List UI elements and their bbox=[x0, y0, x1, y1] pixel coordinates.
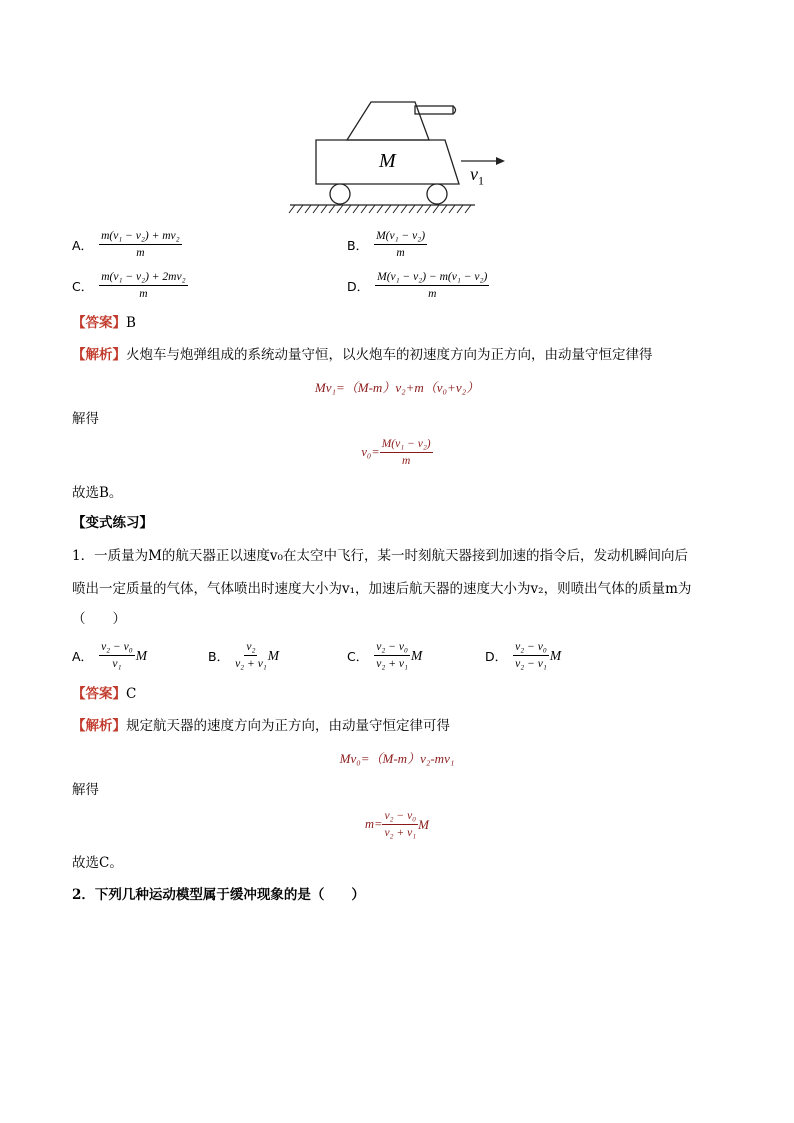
result-tail: M bbox=[418, 816, 430, 832]
numerator: v₂ − v₀ bbox=[382, 809, 418, 825]
option-tail: M bbox=[267, 647, 280, 663]
denominator: v₂ + v₁ bbox=[384, 827, 417, 839]
solve-label-2: 解得 bbox=[72, 782, 99, 798]
option-letter: A． bbox=[72, 237, 94, 253]
question-1-line-1: 1．一质量为M的航天器正以速度v₀在太空中飞行，某一时刻航天器接到加速的指令后，发动机瞬间向后 bbox=[72, 548, 688, 564]
option-fraction bbox=[99, 270, 187, 301]
analysis-label: 【解析】 bbox=[72, 718, 126, 734]
result-1 bbox=[0, 437, 794, 468]
q1-option-b bbox=[208, 640, 279, 671]
numerator: v₂ bbox=[244, 640, 257, 656]
answer-value: B bbox=[126, 315, 136, 331]
numerator: M(v₁ − v₂) − m(v₁ − v₂) bbox=[375, 270, 489, 286]
answer-2 bbox=[72, 684, 136, 704]
result-fraction bbox=[380, 437, 433, 468]
answer-1 bbox=[72, 313, 136, 333]
option-tail: M bbox=[135, 647, 148, 663]
denominator: v₁ bbox=[112, 658, 122, 670]
question-1-line-2: 喷出一定质量的气体，气体喷出时速度大小为v₁，加速后航天器的速度大小为v₂，则喷出气体的质量m为 bbox=[72, 581, 692, 597]
option-fraction bbox=[513, 640, 549, 671]
option-letter: B． bbox=[347, 237, 369, 253]
answer-label: 【答案】 bbox=[72, 686, 126, 702]
numerator: m(v₁ − v₂) + mv₂ bbox=[99, 229, 182, 245]
denominator: m bbox=[402, 455, 411, 467]
denominator: m bbox=[139, 288, 148, 300]
analysis-label: 【解析】 bbox=[72, 347, 126, 363]
q1-option-c bbox=[347, 640, 422, 671]
result-lhs: v₀= bbox=[361, 445, 380, 459]
answer-label: 【答案】 bbox=[72, 315, 126, 331]
analysis-text: 火炮车与炮弹组成的系统动量守恒，以火炮车的初速度方向为正方向，由动量守恒定律得 bbox=[126, 347, 653, 363]
velocity-label-text: $v_1$ bbox=[470, 164, 484, 188]
option-d bbox=[347, 270, 489, 301]
denominator: v₂ + v₁ bbox=[376, 658, 408, 670]
option-tail: M bbox=[410, 647, 423, 663]
denominator: v₂ − v₁ bbox=[515, 658, 547, 670]
question-1-line-3: （ ） bbox=[72, 611, 126, 627]
q1-option-d bbox=[485, 640, 561, 671]
cannon-cart-drawing bbox=[285, 98, 515, 216]
result-lhs: m= bbox=[364, 817, 383, 831]
option-letter: C． bbox=[347, 648, 369, 664]
cannon-cart-figure bbox=[285, 98, 515, 216]
analysis-text: 规定航天器的速度方向为正方向，由动量守恒定律可得 bbox=[126, 718, 450, 734]
mass-label: M bbox=[379, 150, 396, 172]
numerator: v₂ − v₀ bbox=[374, 640, 410, 656]
answer-value: C bbox=[126, 686, 137, 702]
conclusion-2: 故选C。 bbox=[72, 855, 123, 871]
result-2 bbox=[0, 809, 794, 840]
result-fraction bbox=[382, 809, 418, 840]
solve-label-1: 解得 bbox=[72, 411, 99, 427]
question-2: 2．下列几种运动模型属于缓冲现象的是（ ） bbox=[72, 887, 365, 903]
option-c bbox=[72, 270, 188, 301]
option-letter: D． bbox=[485, 648, 508, 664]
numerator: m(v₁ − v₂) + 2mv₂ bbox=[99, 270, 187, 286]
denominator: v₂ + v₁ bbox=[235, 658, 267, 670]
option-tail: M bbox=[549, 647, 562, 663]
denominator: m bbox=[396, 247, 405, 259]
numerator: M(v₁ − v₂) bbox=[374, 229, 427, 245]
option-fraction bbox=[374, 229, 427, 260]
numerator: v₂ − v₀ bbox=[513, 640, 549, 656]
q1-option-a bbox=[72, 640, 147, 671]
option-letter: C． bbox=[72, 278, 94, 294]
option-letter: B． bbox=[208, 648, 230, 664]
analysis-2 bbox=[72, 716, 450, 736]
numerator: M(v₁ − v₂) bbox=[380, 437, 433, 453]
option-letter: D． bbox=[347, 278, 370, 294]
option-a bbox=[72, 229, 182, 260]
momentum-equation-2: Mv₀=（M-m）v₂-mv₁ bbox=[339, 751, 455, 766]
section-title: 【变式练习】 bbox=[72, 515, 153, 531]
option-fraction bbox=[374, 640, 410, 671]
option-fraction bbox=[375, 270, 489, 301]
denominator: m bbox=[428, 288, 437, 300]
velocity-label bbox=[470, 164, 484, 189]
option-b bbox=[347, 229, 427, 260]
conclusion-1: 故选B。 bbox=[72, 485, 123, 501]
momentum-equation-1: Mv₁=（M-m）v₂+m（v₀+v₂） bbox=[314, 380, 480, 395]
option-fraction bbox=[235, 640, 267, 671]
option-fraction bbox=[99, 640, 135, 671]
option-letter: A． bbox=[72, 648, 94, 664]
denominator: m bbox=[136, 247, 145, 259]
numerator: v₂ − v₀ bbox=[99, 640, 135, 656]
analysis-1 bbox=[72, 345, 653, 365]
option-fraction bbox=[99, 229, 182, 260]
